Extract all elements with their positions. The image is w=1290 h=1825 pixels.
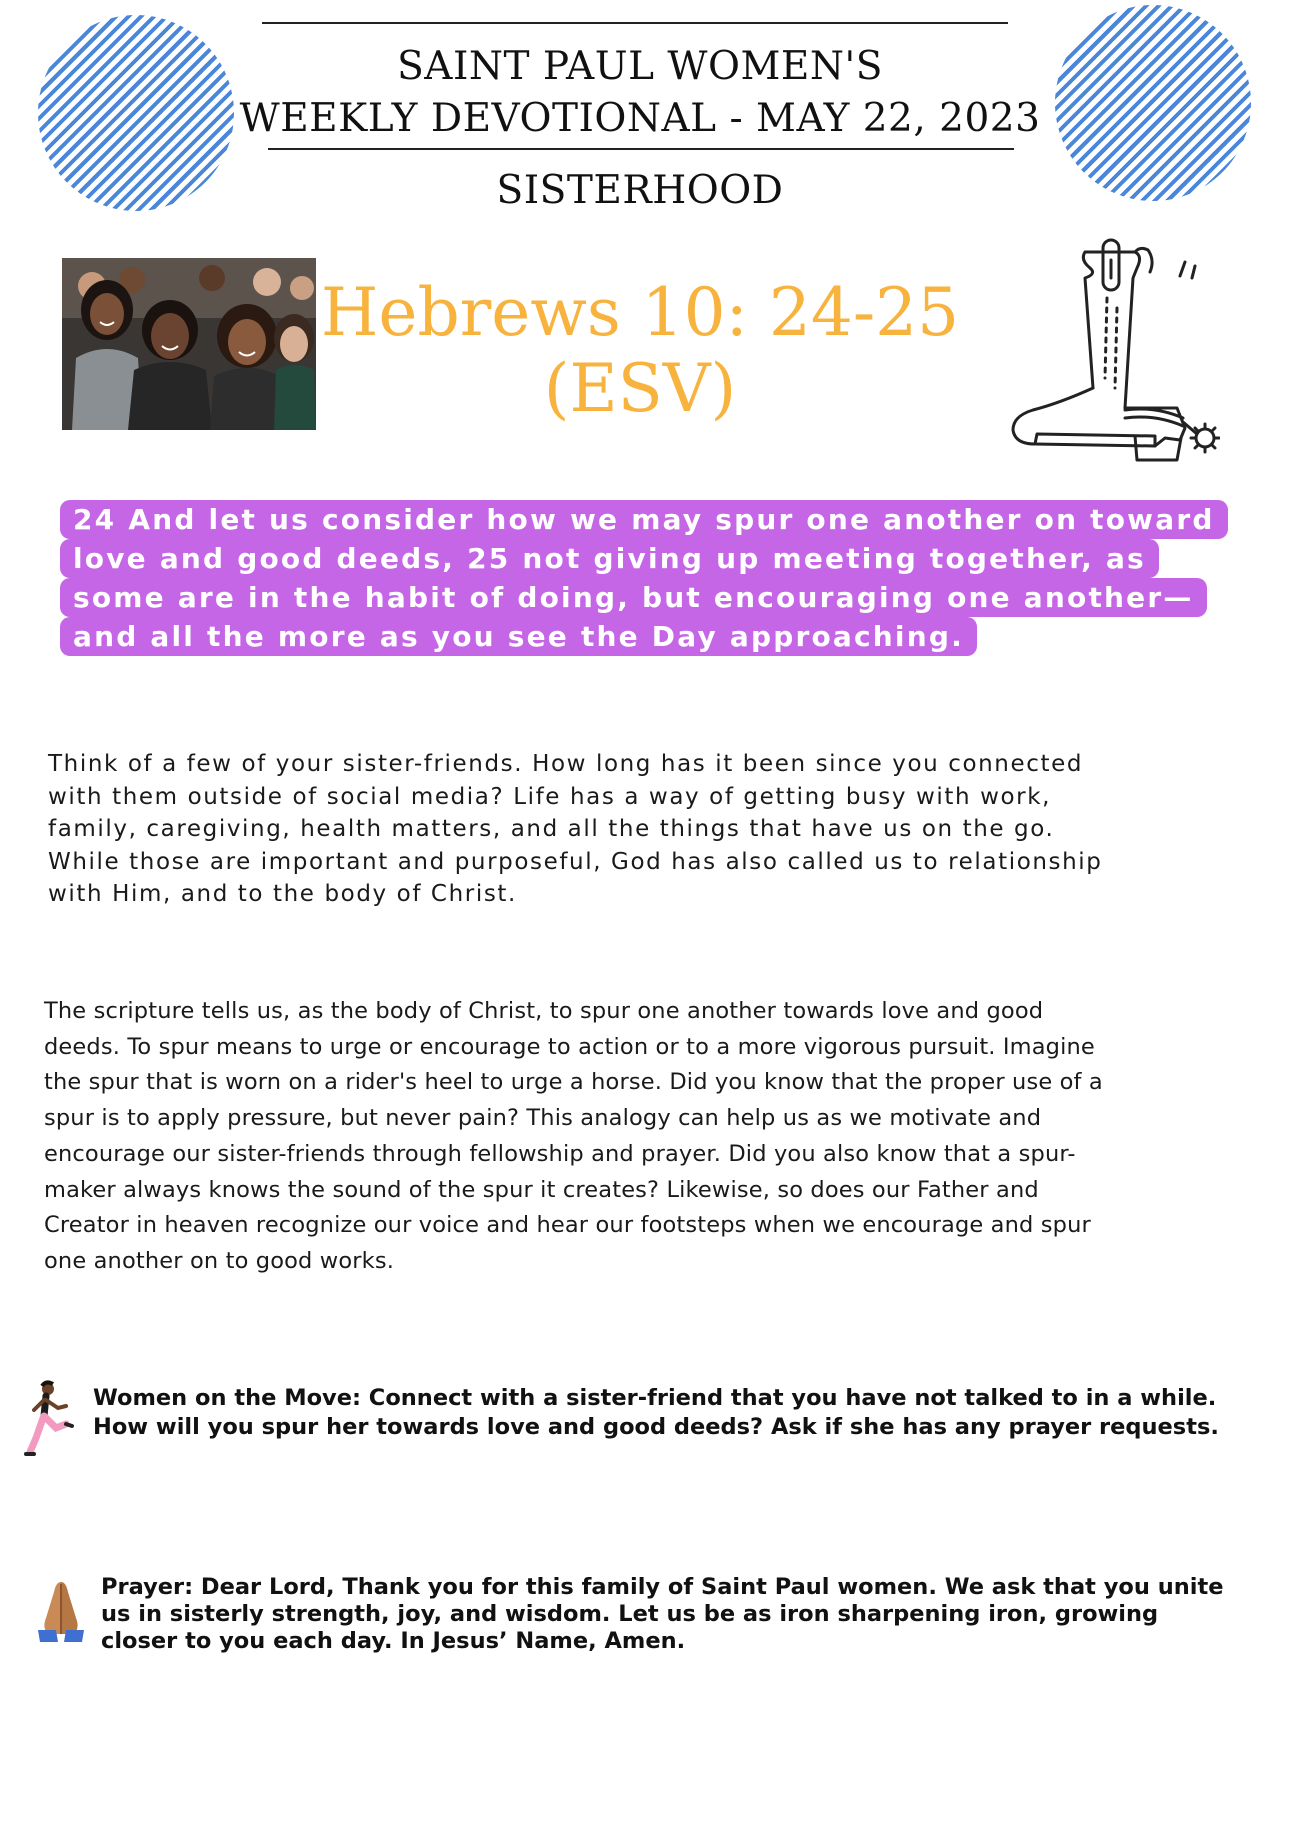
move-line: How will you spur her towards love and good deeds? Ask if she has any prayer requests.: [93, 1414, 1219, 1440]
scripture-line-text: not giving up meeting together, as: [510, 542, 1146, 575]
paragraph-line: The scripture tells us, as the body of Christ, to spur one another towards love and good: [44, 998, 1044, 1024]
prayer-line: Prayer: Dear Lord, Thank you for this family of Saint Paul women. We ask that you unite: [101, 1574, 1224, 1600]
header-top-rule: [262, 22, 1008, 24]
scripture-passage: [60, 500, 1240, 656]
scripture-line-2: [60, 539, 1159, 578]
devotional-topic: SISTERHOOD: [496, 168, 784, 213]
praying-hands-icon: [36, 1578, 86, 1644]
paragraph-line: While those are important and purposeful, God has also called us to relationship: [48, 848, 1103, 875]
verse-reference: [320, 275, 960, 427]
prayer-line: closer to you each day. In Jesus’ Name, Amen.: [101, 1628, 686, 1654]
paragraph-line: deeds. To spur means to urge or encourage to action or to a more vigorous pursuit. Imagine: [44, 1033, 1095, 1060]
paragraph-line: spur is to apply pressure, but never pain? This analogy can help us as we motivate and: [44, 1105, 1042, 1132]
paragraph-line: with them outside of social media? Life has a way of getting busy with work,: [48, 783, 1052, 810]
woman-running-icon: [22, 1380, 82, 1460]
verse-reference-book: Hebrews 10: 24-25: [320, 274, 960, 351]
scripture-line-3: some are in the habit of doing, but encouraging one another—: [60, 578, 1207, 617]
scripture-line-4: and all the more as you see the Day approaching.: [60, 617, 977, 656]
header-title-line1: SAINT PAUL WOMEN'S: [397, 44, 883, 89]
header-title-line2: WEEKLY DEVOTIONAL - MAY 22, 2023: [239, 96, 1041, 141]
scripture-line-text: love and good deeds,: [73, 542, 468, 575]
prayer-text: [101, 1574, 1281, 1655]
header-bottom-rule: [268, 148, 1014, 150]
paragraph-line: encourage our sister-friends through fellowship and prayer. Did you also know that a spur-: [44, 1140, 1076, 1167]
paragraph-line: the spur that is worn on a rider's heel to urge a horse. Did you know that the proper use of a: [44, 1069, 1103, 1096]
move-line: Women on the Move: Connect with a sister-friend that you have not talked to in a while.: [93, 1385, 1217, 1411]
scripture-line-text: And let us consider how we may spur one another on toward: [116, 503, 1215, 536]
prayer-line: us in sisterly strength, joy, and wisdom. Let us be as iron sharpening iron, growing: [101, 1601, 1159, 1627]
reflection-paragraph-2: [44, 994, 1254, 1280]
paragraph-line: Creator in heaven recognize our voice and hear our footsteps when we encourage and spur: [44, 1212, 1091, 1239]
women-on-the-move-prompt: [93, 1384, 1283, 1442]
verse-reference-version: (ESV): [543, 350, 737, 427]
women-group-photo: [62, 258, 316, 430]
cowboy-boot-spur-icon: [1005, 238, 1220, 473]
paragraph-line: one another on to good works.: [44, 1247, 395, 1274]
paragraph-line: Think of a few of your sister-friends. How long has it been since you connected: [48, 751, 1084, 777]
verse-number-24: 24: [73, 503, 117, 536]
verse-number-25: 25: [467, 542, 511, 575]
paragraph-line: maker always knows the sound of the spur it creates? Likewise, so does our Father and: [44, 1176, 1039, 1203]
scripture-line-1: [60, 500, 1228, 539]
paragraph-line: family, caregiving, health matters, and all the things that have us on the go.: [48, 816, 1055, 842]
paragraph-line: with Him, and to the body of Christ.: [48, 881, 517, 907]
reflection-paragraph-1: [48, 748, 1248, 911]
